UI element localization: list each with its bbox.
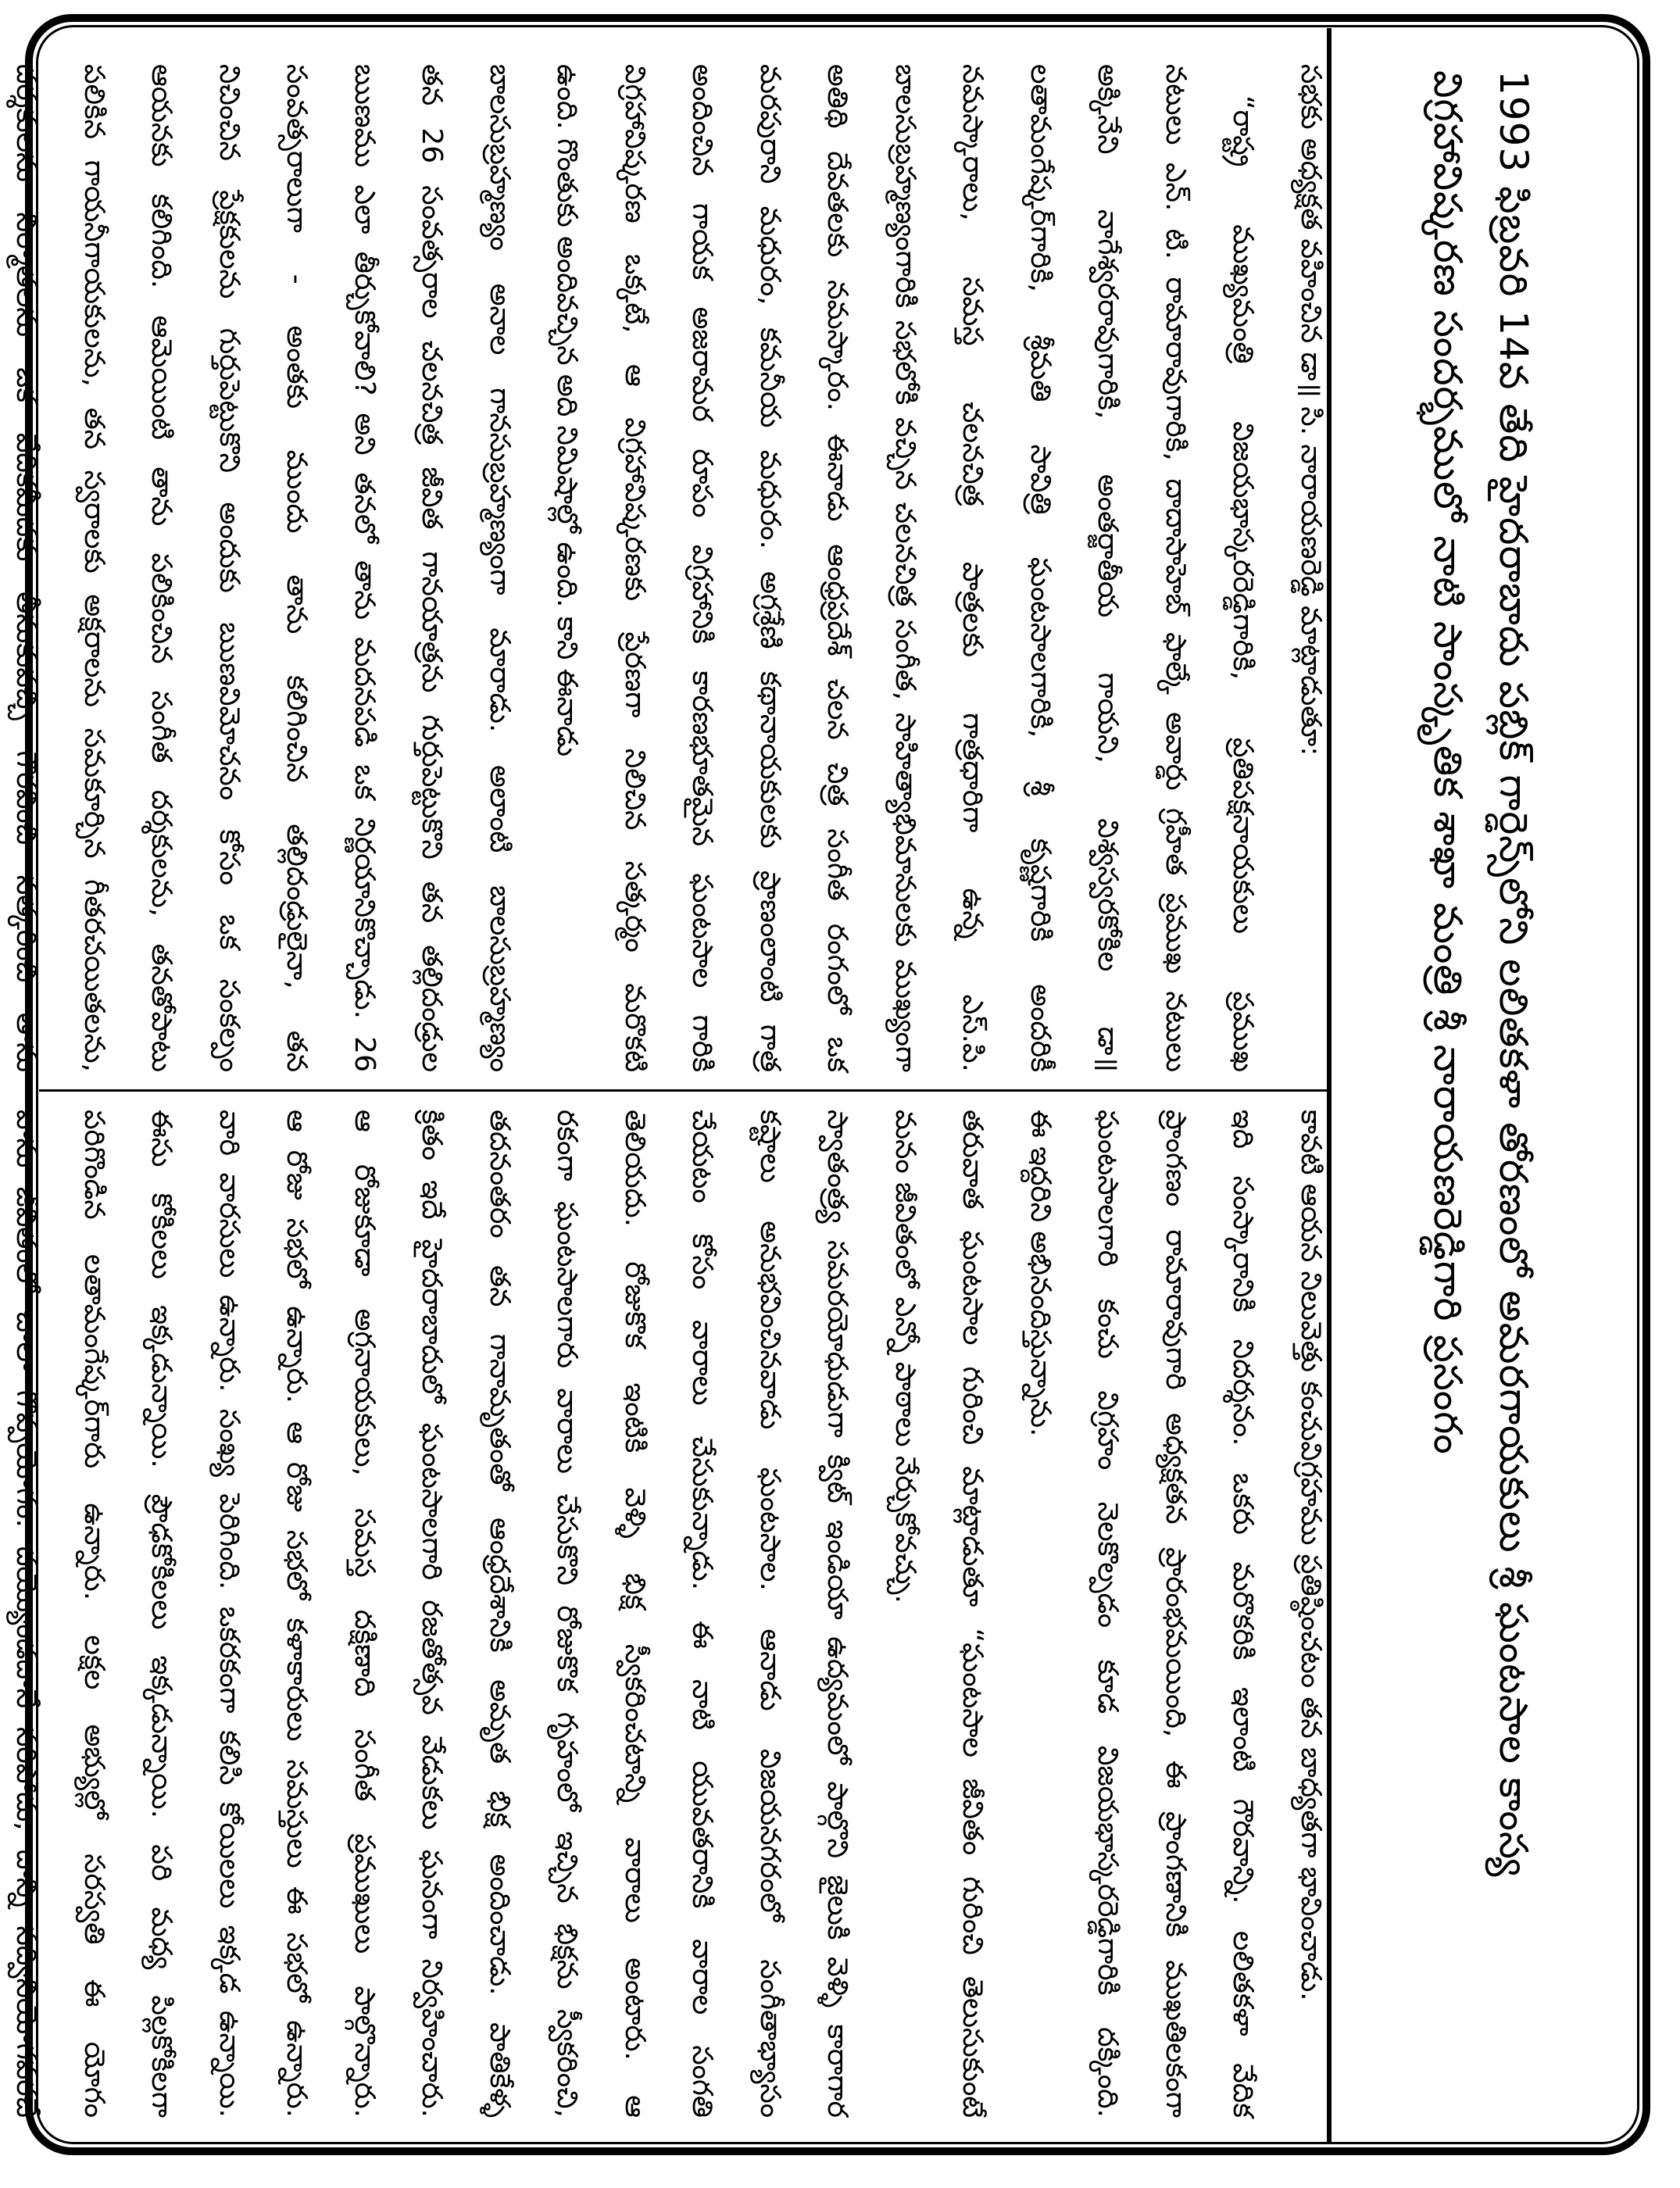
text-line: నటులు ఎన్. టి. రామారావుగారికి, దాదాసాహెబ్ ఫాల్కే అవార్డు గ్రహీత ప్రముఖ నటులు [1160,64,1192,1072]
text-line: ఆయనకు కలిగింది. ఆమెయింటి తాను పలికించిన సంగీత దర్శకులను, తనతోపాటు [145,64,178,1072]
text-line: ఈసు కోకిలలు ఇక్కడున్నాయి. ప్రౌఢకోకిలలు ఇక్కడున్నాయి. పరి మధ్య పిల్లకోకిలగా [145,1110,178,2118]
text-line: బాలసుబ్రహ్మణ్యంగారికి సభలోకి వచ్చిన చలనచిత్ర సంగీత, సాహిత్యాభిమానులకు ముఖ్యంగా [889,64,921,1072]
text-line: మరపురాని మధురం, కమనీయ మధురం. అగ్రశ్రేణి కథానాయకులకు ప్రాణంలాంటి గాత్ర [754,64,786,1072]
text-line: బాలసుబ్రహ్మణ్యం అనాల గానసుబ్రహ్మణ్యంగా మారాడు. అలాంటి బాలసుబ్రహ్మణ్యం [484,64,516,1072]
text-line: నిచించిన ప్రేక్షకులను గుర్తుపెట్టుకొని అందుకు ఋణవిమోచనం కోసం ఒక సంకల్పం [213,64,245,1072]
text-line: లతామంగేష్కర్‌గారికి, శ్రీమతి సావిత్రి ఘంటసాలగారికి, శ్రీ కృష్ణగారికి అందరికీ [1024,64,1056,1072]
text-line: విగ్రహావిష్కరణ ఒక్కటే, ఆ విగ్రహావిష్కరణకు ప్రేరణగా నిలిచిన సత్కర్మం మరొకటి [619,64,651,1072]
text-line: ఉంది. గొంతుకు అందివచ్చిన అది నిమిషాల్లో ఉంది. కాని ఈనాడు [551,64,584,757]
title-line-1: 1993 ఫిబ్రవరి 14వ తేది హైదరాబాదు పబ్లిక్ గార్డెన్స్‌లోని లలితకళా తోరణంలో అమరగాయకులు శ్రీ ఘంటసాల కాంస్య [1491,70,1536,1878]
text-line: దర్శకులను నిర్మాతలను ఒక వేదికమీదకు తీసుకువచ్చి గౌరవించి సత్కరించి తాను [10,64,43,1072]
text-line: ఇది సంస్కారానికి నిదర్శనం. ఒకరు మరొకరికి ఇలాంటి గౌరవాన్ని. లలితకళా వేదిక [1227,1110,1260,2118]
text-line: తెలియదు. రోజుకొక ఇంటికి వెళ్ళి భిక్ష స్వీకరించటాన్ని వారాలు అంటారు. ఆ [619,1110,651,2118]
text-line: తరువాత ఘంటసాల గురించి మాట్లాడుతూ “ఘంటసాల జీవితం గురించి తెలుసుకుంటే [956,1110,989,2118]
text-line: చేయటం కోసం వారాలు చేసుకున్నాడు. ఈ నాటి యువతరానికి వారాల సంగతి [686,1110,719,2118]
text-line: ఈ ఇద్దరిని అభినందిస్తున్నాను. [1024,1110,1056,1437]
text-line: ఋణము ఎలా తీర్చుకోవాలి? అని తనలో తాను మదనపడి ఒక నిర్ణయానికొచ్చాడు. 26 [349,64,381,1072]
text-line: కష్టాలు అనుభవించినవాడు ఘంటసాల. ఆనాడు విజయనగరంలో సంగీతాభ్యాసం [754,1110,786,2118]
title-line-2: విగ్రహావిష్కరణ సందర్భములో నాటి సాంస్కృతిక శాఖా మంత్రి శ్రీ నారాయణరెడ్డిగారి ప్రసంగం [1425,70,1471,1455]
text-line: అతిథి దేవతలకు నమస్కారం. ఈనాడు ఆంధ్రప్రదేశ్ చలన చిత్ర సంగీత రంగంలో ఒక [821,64,854,1072]
text-line: వారి వారసులు ఉన్నారు. సంఖ్య పెరిగింది. ఒకరకంగా కలిసి కోయిలలు ఇక్కడ ఉన్నాయి. [213,1110,245,2118]
text-column-1 [10,64,1344,1072]
text-line: పరిగొండిన లతామంగేష్కర్‌గారు ఉన్నారు. లక్షల అభ్యుల్లో సరస్వతి ఈ యోగం [78,1110,110,2118]
text-line: ఆ రోజుకూడా అగ్రనాయకులు, సమస్త దక్షిణాది సంగీత ప్రముఖులు పాల్గొన్నారు. [349,1110,381,2118]
text-line: నమస్కారాలు, సమస్త చలనచిత్ర పాత్రలకు గాత్రధారిగా ఉన్న ఎస్.పి. [956,64,989,1072]
text-line: అక్కినేని నాగేశ్వరరావుగారికి, అంతర్జాతీయ గాయని, విశ్వస్వరకోకిల డా॥ [1092,64,1124,1072]
text-line: సంవత్సరాలుగా - అంతకు ముందు తాను కలిగించిన తల్లిదండ్రులైనా, తన [281,64,313,1072]
text-line: తన 26 సంవత్సరాల చలనచిత్ర జీవిత గానయాత్రను గుర్తుపెట్టుకొని తన తల్లిదండ్రుల [416,64,449,1072]
text-line: కావటి ఆయన నిలువెత్తు కంచువిగ్రహము ప్రతిష్ఠించటం తన బాధ్యతగా భావించాడు. [1295,1110,1327,2001]
text-line: మనం జీవితంలో ఎన్నో పాఠాలు నేర్చుకోవచ్చు. [889,1110,921,1603]
text-line: స్వాతంత్ర్య సమరయోధుడుగా క్విట్ ఇండియా ఉద్యమంలో పాల్గొని జైలుకి వెళ్ళి కారాగార [821,1110,854,2118]
text-line: అందించిన గాయక అజరామర రూపం విగ్రహానికి కారణభూతమైన ఘంటసాల గారికి [686,64,719,1072]
text-line: ఘంటసాలగారి కంచు విగ్రహం నెలకొల్పడం కూడ విజయభాస్కరరెడ్డిగారికి దక్కింది. [1092,1110,1124,2118]
text-line: వాసు జీవితంలో చాలా గొప్పయోగం. దయ్యొండదానే సరిపోదు, దాన్ని సద్వినియోగపరచే [10,1110,43,2118]
text-line: సభకు అధ్యక్షత వహించిన డా॥ సి. నారాయణరెడ్డి మాట్లాడుతూ: [1295,64,1327,756]
column-divider [39,1089,1330,1092]
text-column-2 [10,1110,1344,2118]
text-line: “రాష్ట్ర ముఖ్యమంత్రి విజయభాస్కరరెడ్డిగారికి, ప్రతిపక్షనాయకులు ప్రముఖ [1227,95,1260,1072]
text-line: పలికిన గాయనీగాయకులను, తన స్వరాలకు అక్షరాలను సమకూర్చిన గీతరచయితలను, [78,64,110,1072]
text-line: ఆ రోజు సభలో ఉన్నారు. ఆ రోజు సభలో కళాకారులు సమస్తులు ఈ సభలో ఉన్నారు. [281,1110,313,2118]
document-title [1336,70,1625,2102]
text-line: రకంగా ఘంటసాలగారు వారాలు చేసుకొని రోజుకొక గృహంలో ఇచ్చిన భిక్షను స్వీకరించి, [551,1110,584,2118]
text-line: తదనంతరం తన గానామృతంతో ఆంధ్రదేశానికి అమృత భిక్ష అందించాడు. పాతికేళ్ళ [484,1110,516,2118]
text-line: ప్రాంగణం రామారావుగారి అధ్యక్షతన ప్రారంభమయింది, ఈ ప్రాంగణానికి ముఖతిలకంగా [1160,1110,1192,2118]
text-line: క్రితం ఇదే హైదరాబాదులో ఘంటసాలగారి రజతోత్సవ వేడుకలు ఘనంగా నిర్వహించారు. [416,1110,449,2118]
